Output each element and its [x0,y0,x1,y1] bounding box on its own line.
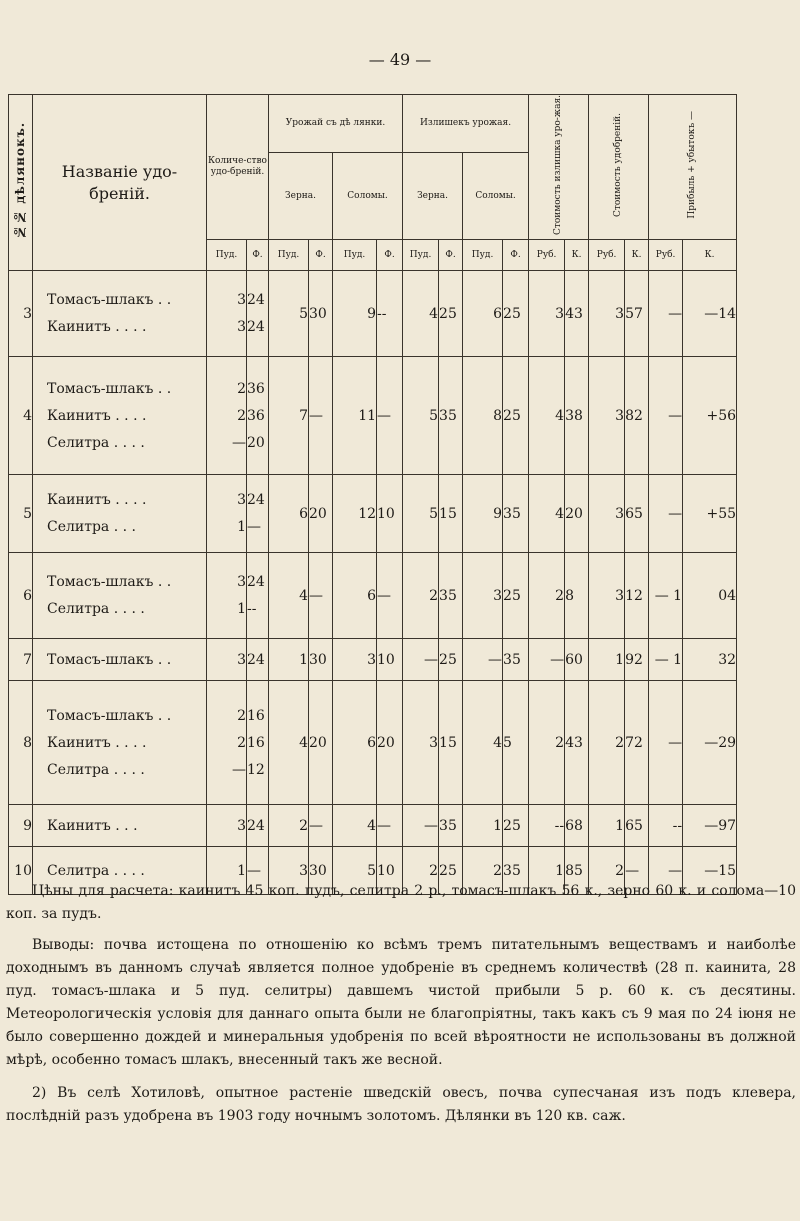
cost-surplus-rub: 1 [529,847,565,895]
fertilizer-names [33,805,207,847]
grain-f: 30 [309,271,333,357]
fertilizer-name: Томасъ-шлакъ . . [47,380,172,397]
unit-f: Ф. [247,240,269,271]
grain-f: — [309,553,333,639]
straw-f: 10 [377,847,403,895]
qty-f-value: 16 [247,734,265,751]
cost-surplus-rub: 3 [529,271,565,357]
table-row [9,805,737,847]
fertilizer-name: Каинитъ . . . . [47,734,147,751]
qty-f [247,357,269,475]
qty-f [247,553,269,639]
qty-f-value: 24 [247,574,265,591]
unit-k: К. [683,240,737,271]
grain-pud: 7 [269,357,309,475]
cost-surplus-rub: 2 [529,681,565,805]
grain-f: 30 [309,847,333,895]
fertilizer-names [33,475,207,553]
qty-f-value: -- [247,601,257,618]
unit-f: Ф. [309,240,333,271]
surplus-grain-f: 25 [439,847,463,895]
grain-pud: 6 [269,475,309,553]
surplus-straw-pud: 3 [463,553,503,639]
surplus-header: Излишекъ урожая. [403,95,529,153]
fertilizer-name: Каинитъ . . . [47,817,138,834]
straw-f: 20 [377,681,403,805]
surplus-straw-f: 5 [503,681,529,805]
surplus-straw-f: 25 [503,357,529,475]
cost-fert-rub: 3 [589,357,625,475]
qty-pud-value: 3 [237,817,246,834]
grain-header: Зерна. [269,153,333,240]
grain-pud: 3 [269,847,309,895]
unit-k: К. [565,240,589,271]
unit-rub: Руб. [589,240,625,271]
grain-pud: 5 [269,271,309,357]
table-row [9,271,737,357]
surplus-straw-pud: 1 [463,805,503,847]
fertilizer-names [33,639,207,681]
qty-pud [207,681,247,805]
cost-fert-k: 92 [625,639,649,681]
straw-pud: 12 [333,475,377,553]
cost-surplus-k: 20 [565,475,589,553]
profit-k: 04 [683,553,737,639]
fertilizer-name: Селитра . . . . [47,434,145,451]
cost-fert-k: 72 [625,681,649,805]
plot-number: 5 [9,475,33,553]
footer-text [0,880,800,1128]
profit-rub: — 1 [649,639,683,681]
unit-f: Ф. [503,240,529,271]
straw-pud: 4 [333,805,377,847]
surplus-grain-f: 15 [439,681,463,805]
qty-pud [207,357,247,475]
qty-pud-value: 2 [237,407,246,424]
profit-rub: — [649,847,683,895]
qty-f [247,805,269,847]
straw-header: Соломы. [333,153,403,240]
surplus-grain-pud: 3 [403,681,439,805]
qty-f [247,271,269,357]
grain-pud: 4 [269,553,309,639]
unit-f: Ф. [377,240,403,271]
cost-surplus-header: Стоимость излишка уро-жая. [529,95,589,240]
cost-surplus-k: 60 [565,639,589,681]
profit-header: Прибыль + убытокъ — [649,95,737,240]
profit-k: —14 [683,271,737,357]
qty-pud-value: 3 [237,319,246,336]
qty-f-value: 24 [247,319,265,336]
qty-f-value: 24 [247,817,265,834]
qty-pud-value: 3 [237,651,246,668]
qty-pud-value: 2 [237,707,246,724]
qty-pud-value: — [232,761,246,778]
cost-fert-rub: 1 [589,805,625,847]
cost-fert-rub: 3 [589,475,625,553]
qty-f-value: 24 [247,492,265,509]
unit-pud: Пуд. [269,240,309,271]
profit-k: —15 [683,847,737,895]
name-header: Названіе удо-бреній. [33,95,207,271]
cost-fert-k: 82 [625,357,649,475]
surplus-grain-pud: 5 [403,475,439,553]
qty-header: Количе-ство удо-бреній. [207,95,269,240]
cost-surplus-rub: 2 [529,553,565,639]
fertilizer-name: Каинитъ . . . . [47,492,147,509]
cost-surplus-k: 8 [565,553,589,639]
fertilizer-name: Томасъ-шлакъ . . [47,707,172,724]
qty-f [247,639,269,681]
table-row [9,639,737,681]
surplus-grain-pud: 2 [403,553,439,639]
cost-fert-k: 65 [625,475,649,553]
qty-f-value: 36 [247,380,265,397]
qty-pud-value: 2 [237,380,246,397]
profit-rub: — [649,681,683,805]
profit-k: +55 [683,475,737,553]
qty-f-value: — [247,519,261,536]
cost-fert-k: 65 [625,805,649,847]
profit-k: +56 [683,357,737,475]
surplus-straw-header: Соломы. [463,153,529,240]
unit-pud: Пуд. [403,240,439,271]
qty-f-value: — [247,862,261,879]
page-number: — 49 — [368,50,432,69]
fertilizer-name: Селитра . . . . [47,862,145,879]
cost-surplus-rub: 4 [529,475,565,553]
fertilizer-name: Селитра . . . . [47,761,145,778]
qty-f-value: 20 [247,434,265,451]
cost-surplus-rub: — [529,639,565,681]
grain-f: — [309,805,333,847]
surplus-grain-pud: 5 [403,357,439,475]
fertilizer-name: Каинитъ . . . . [47,407,147,424]
qty-pud [207,271,247,357]
cost-surplus-k: 38 [565,357,589,475]
qty-f-value: 36 [247,407,265,424]
qty-pud-value: 2 [237,734,246,751]
cost-surplus-rub: 4 [529,357,565,475]
fertilizer-name: Каинитъ . . . . [47,319,147,336]
qty-pud [207,553,247,639]
surplus-straw-f: 35 [503,639,529,681]
fertilizer-names [33,681,207,805]
unit-pud: Пуд. [463,240,503,271]
profit-k: —29 [683,681,737,805]
qty-pud-value: 3 [237,574,246,591]
surplus-straw-f: 35 [503,475,529,553]
surplus-grain-f: 25 [439,271,463,357]
qty-pud [207,475,247,553]
surplus-straw-pud: 2 [463,847,503,895]
grain-f: 20 [309,681,333,805]
surplus-straw-f: 25 [503,805,529,847]
cost-fert-rub: 3 [589,271,625,357]
surplus-grain-header: Зерна. [403,153,463,240]
table-row [9,357,737,475]
unit-f: Ф. [439,240,463,271]
grain-f: 20 [309,475,333,553]
cost-fert-k: — [625,847,649,895]
straw-pud: 11 [333,357,377,475]
surplus-straw-pud: — [463,639,503,681]
straw-pud: 5 [333,847,377,895]
profit-rub: — [649,271,683,357]
fertilizer-name: Томасъ-шлакъ . . [47,292,172,309]
cost-fert-k: 57 [625,271,649,357]
profit-k: 32 [683,639,737,681]
plot-number: 4 [9,357,33,475]
qty-pud [207,805,247,847]
qty-f-value: 12 [247,761,265,778]
cost-surplus-k: 43 [565,681,589,805]
fertilizer-names [33,357,207,475]
straw-f: — [377,357,403,475]
qty-pud-value: 1 [237,862,246,879]
straw-pud: 9 [333,271,377,357]
straw-f: — [377,553,403,639]
unit-pud: Пуд. [333,240,377,271]
prices-paragraph: Цѣны для расчета: каинитъ 45 коп. пудъ, селитра 2 р., томасъ-шлакъ 56 к., зерно 60 к. и солома—10 коп. за пудъ. [6,883,796,922]
cost-fert-rub: 2 [589,847,625,895]
table-row [9,475,737,553]
yield-header: Урожай съ дѣ лянки. [269,95,403,153]
grain-pud: 1 [269,639,309,681]
qty-pud-value: 3 [237,292,246,309]
straw-f: -- [377,271,403,357]
plot-no-header: №№ дѣлянокъ. [9,95,33,271]
surplus-straw-f: 25 [503,271,529,357]
fertilizer-names [33,271,207,357]
qty-pud [207,639,247,681]
fertilizer-names [33,553,207,639]
table-row [9,681,737,805]
qty-pud-value: 1 [237,601,246,618]
next-experiment-paragraph: 2) Въ селѣ Хотиловѣ, опытное растеніе шведскій овесъ, почва супесчаная изъ подъ клевера, послѣдній разъ удобрена въ 1903 году ночнымъ золотомъ. Дѣлянки въ 120 кв. саж. [6,1085,796,1124]
table-row [9,553,737,639]
straw-f: — [377,805,403,847]
unit-k: К. [625,240,649,271]
surplus-straw-f: 35 [503,847,529,895]
plot-number: 8 [9,681,33,805]
surplus-straw-f: 25 [503,553,529,639]
straw-pud: 3 [333,639,377,681]
surplus-straw-pud: 8 [463,357,503,475]
conclusions-paragraph: Выводы: почва истощена по отношенію ко всѣмъ тремъ питательнымъ веществамъ и наиболѣе доходнымъ въ данномъ случаѣ является полное удобреніе въ среднемъ количествѣ (28 п. каинита, 28 пуд. томасъ-шлака и 5 пуд. селитры) давшемъ чистой прибыли 5 р. 60 к. съ десятины. Метеорологическія условія для даннаго опыта были не благопріятны, такъ какъ съ 9 мая по 24 іюня не было совершенно дождей и минеральныя удобренія по всей вѣроятности не использованы въ должной мѣрѣ, особенно томасъ шлакъ, внесенный такъ же весной. [6,937,796,1068]
cost-fert-rub: 1 [589,639,625,681]
profit-rub: -- [649,805,683,847]
cost-surplus-k: 43 [565,271,589,357]
qty-pud-value: 1 [237,519,246,536]
surplus-grain-pud: 4 [403,271,439,357]
surplus-grain-pud: — [403,805,439,847]
grain-pud: 2 [269,805,309,847]
profit-rub: — [649,475,683,553]
cost-surplus-rub: -- [529,805,565,847]
qty-pud-value: — [232,434,246,451]
surplus-grain-f: 15 [439,475,463,553]
qty-f-value: 16 [247,707,265,724]
surplus-grain-pud: 2 [403,847,439,895]
qty-f-value: 24 [247,651,265,668]
surplus-straw-pud: 9 [463,475,503,553]
plot-number: 7 [9,639,33,681]
plot-number: 3 [9,271,33,357]
grain-f: 30 [309,639,333,681]
fertilizer-name: Томасъ-шлакъ . . [47,651,172,668]
surplus-grain-f: 35 [439,553,463,639]
profit-rub: — [649,357,683,475]
surplus-straw-pud: 6 [463,271,503,357]
straw-pud: 6 [333,681,377,805]
straw-f: 10 [377,639,403,681]
qty-f [247,681,269,805]
surplus-grain-f: 25 [439,639,463,681]
surplus-grain-f: 35 [439,357,463,475]
qty-pud-value: 3 [237,492,246,509]
cost-fert-k: 12 [625,553,649,639]
cost-surplus-k: 68 [565,805,589,847]
cost-surplus-k: 85 [565,847,589,895]
fertilizer-name: Селитра . . . . [47,601,145,618]
fertilizer-table [8,94,737,895]
unit-rub: Руб. [529,240,565,271]
fertilizer-name: Селитра . . . [47,519,136,536]
surplus-straw-pud: 4 [463,681,503,805]
cost-fert-rub: 2 [589,681,625,805]
qty-f [247,475,269,553]
straw-f: 10 [377,475,403,553]
profit-k: —97 [683,805,737,847]
unit-rub: Руб. [649,240,683,271]
grain-pud: 4 [269,681,309,805]
unit-pud: Пуд. [207,240,247,271]
profit-rub: — 1 [649,553,683,639]
plot-number: 6 [9,553,33,639]
cost-fert-rub: 3 [589,553,625,639]
cost-fert-header: Стоимость удобреній. [589,95,649,240]
surplus-grain-pud: — [403,639,439,681]
plot-number: 9 [9,805,33,847]
qty-f-value: 24 [247,292,265,309]
straw-pud: 6 [333,553,377,639]
surplus-grain-f: 35 [439,805,463,847]
plot-number: 10 [9,847,33,895]
grain-f: — [309,357,333,475]
fertilizer-name: Томасъ-шлакъ . . [47,574,172,591]
